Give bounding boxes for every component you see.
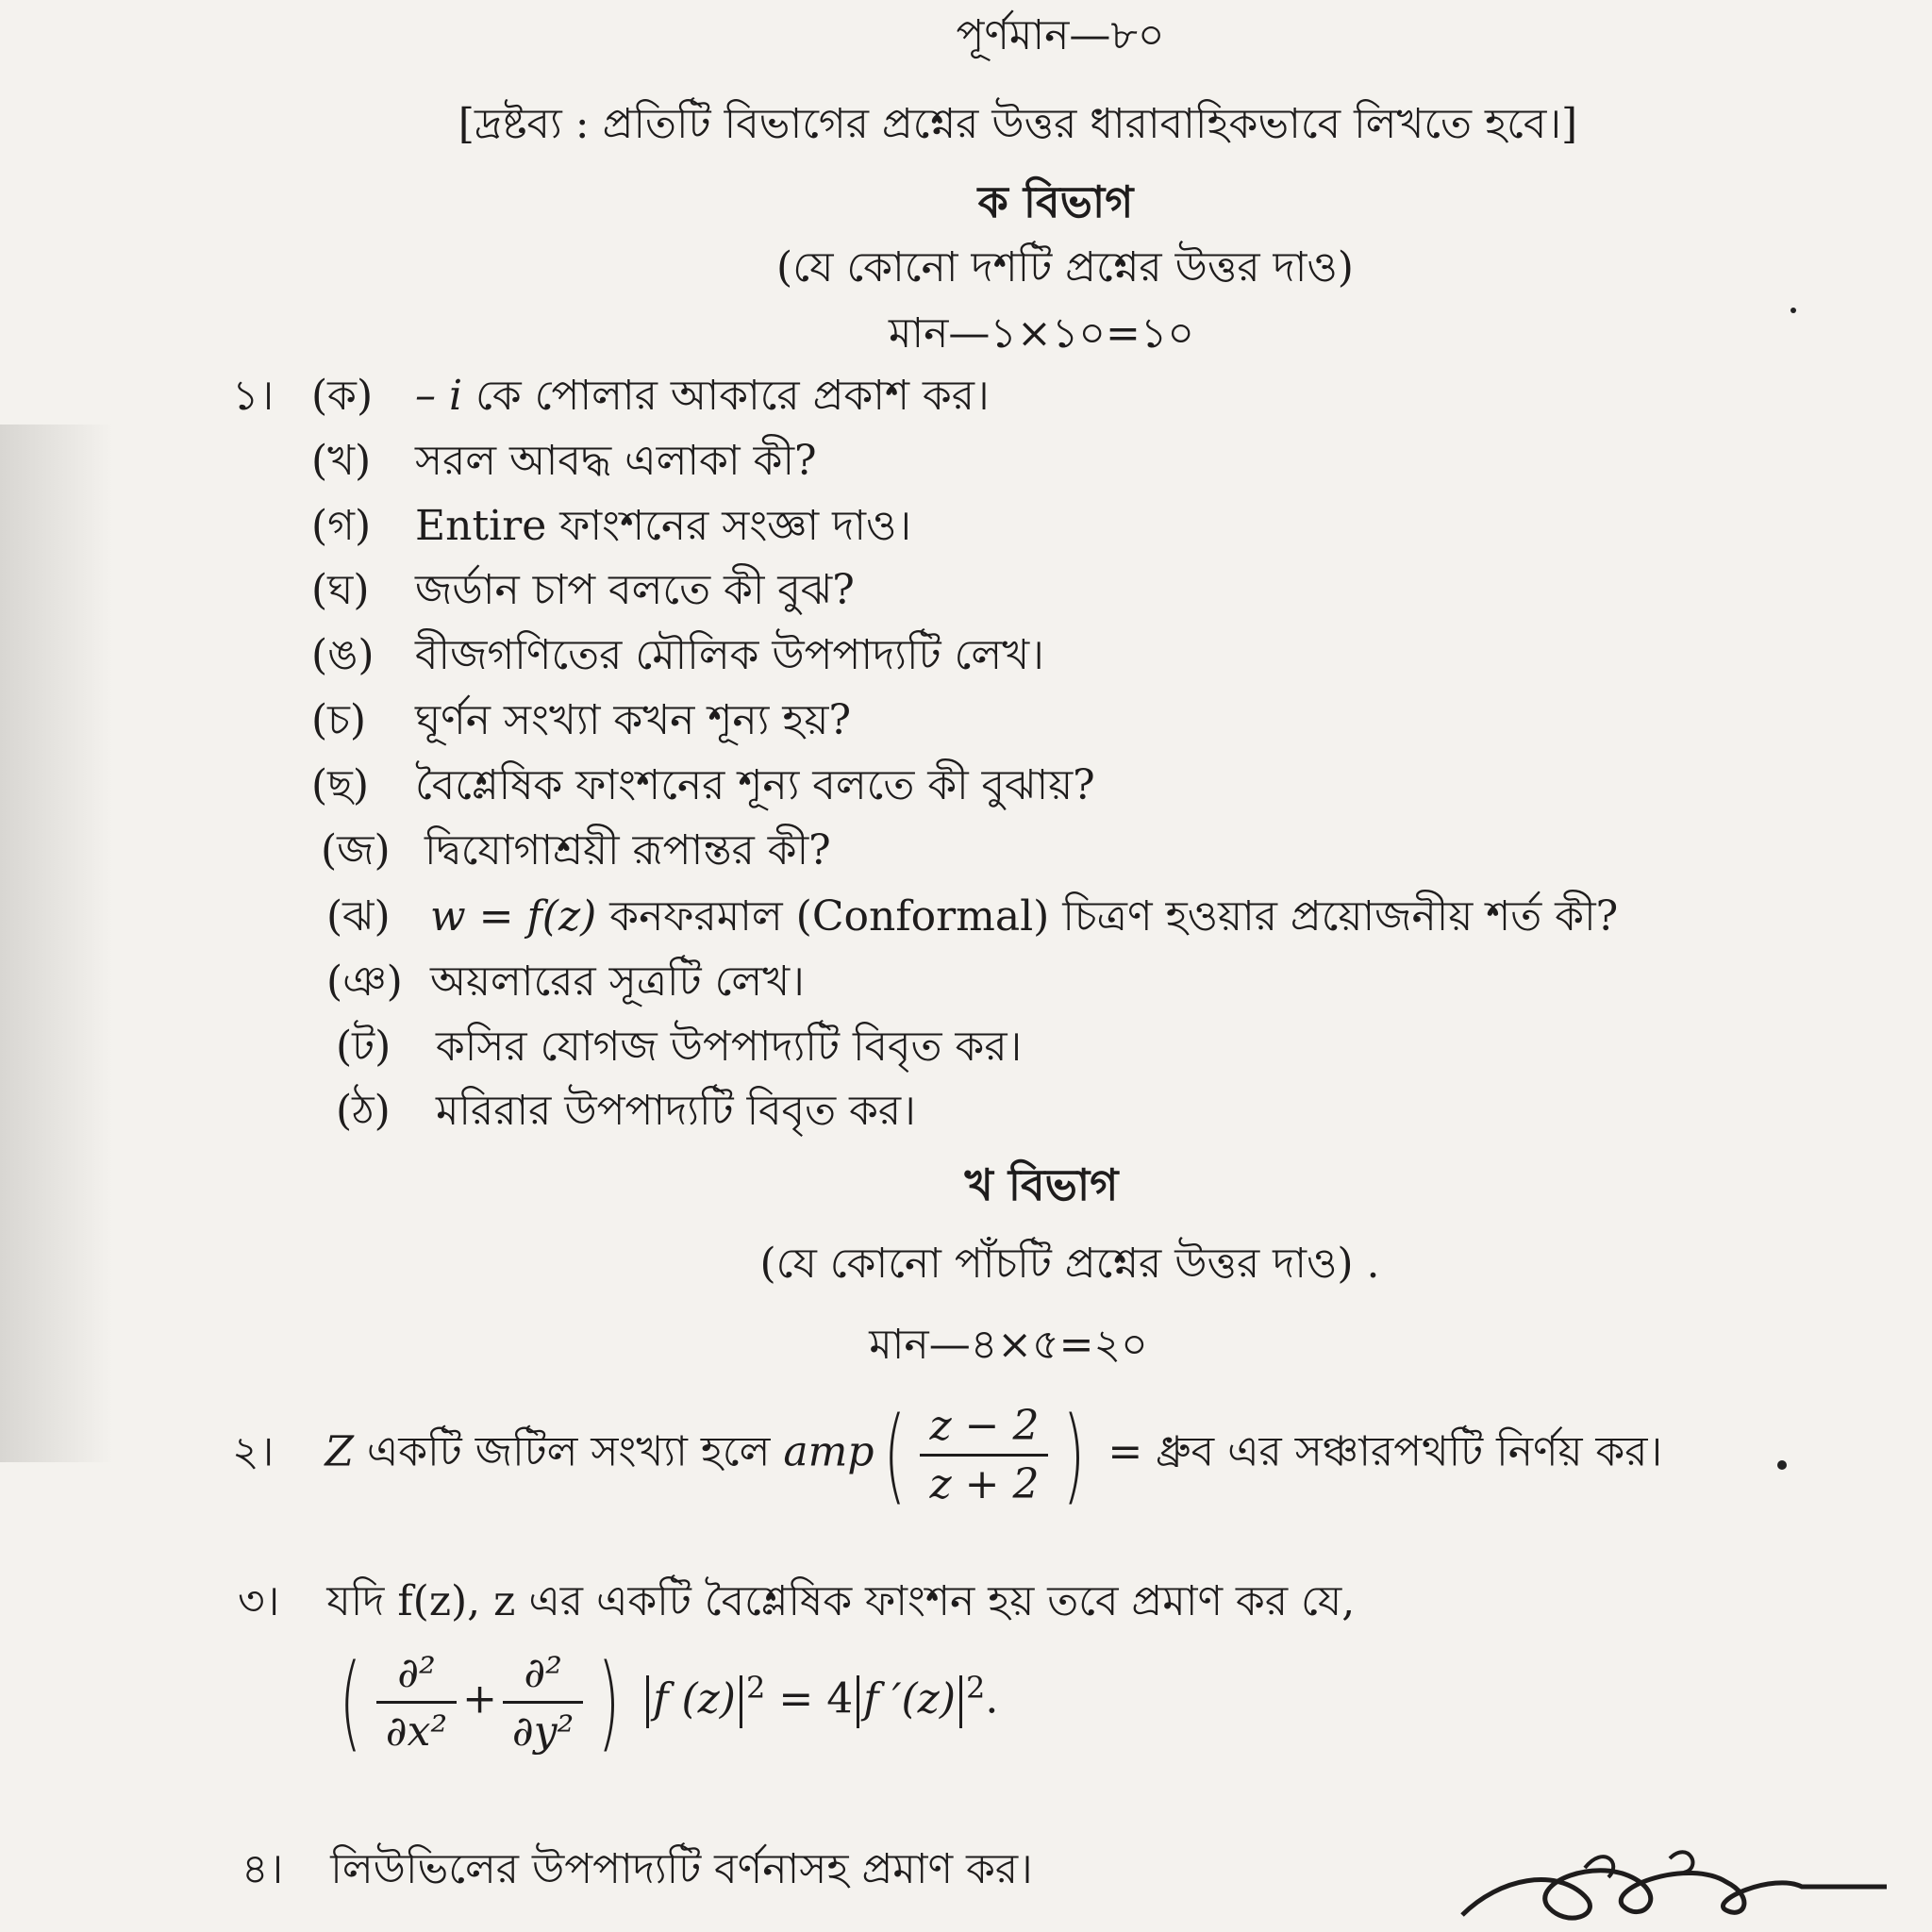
fraction-numerator: ∂²	[376, 1649, 457, 1704]
sub-question-label: (খ)	[311, 437, 372, 485]
sub-question-body: বৈশ্লেষিক ফাংশনের শূন্য বলতে কী বুঝায়?	[415, 761, 1095, 809]
sub-question-text	[415, 689, 851, 758]
question-1-number: ১।	[232, 372, 275, 420]
sub-question-body: জর্ডান চাপ বলতে কী বুঝ?	[415, 566, 855, 614]
sub-question-label: (ঘ)	[311, 566, 370, 614]
equals-four: = 4	[778, 1674, 854, 1724]
question-2-variable: Z	[325, 1427, 354, 1476]
fraction-denominator: ∂y²	[512, 1707, 575, 1756]
lhs-function: f (z)	[653, 1674, 736, 1724]
question-2-text-b: = ধ্রুব এর সঞ্চারপথটি নির্ণয় কর।	[1108, 1427, 1663, 1476]
paren-right: )	[1063, 1394, 1086, 1515]
sub-question-text	[415, 558, 855, 627]
question-4	[242, 1838, 1033, 1907]
rhs-function: f ′(z)	[863, 1674, 956, 1724]
exponent: 2	[965, 1669, 986, 1706]
paren-left: (	[883, 1394, 906, 1515]
exponent: 2	[745, 1669, 766, 1706]
section-b-instruction: (যে কোনো পাঁচটি প্রশ্নের উত্তর দাও) .	[759, 1240, 1380, 1288]
math-expression: – i	[415, 372, 463, 420]
fraction-numerator: ∂²	[503, 1649, 583, 1704]
paren-left: (	[339, 1641, 362, 1762]
question-4-number: ৪।	[242, 1845, 284, 1893]
question-3	[238, 1570, 1355, 1639]
instruction-note: [দ্রষ্টব্য : প্রতিটি বিভাগের প্রশ্নের উত্তর ধারাবাহিকভাবে লিখতে হবে।]	[458, 100, 1578, 148]
question-2-amp: amp	[783, 1427, 874, 1476]
handwritten-scribble	[1443, 1840, 1896, 1932]
question-3-equation	[330, 1641, 998, 1762]
sub-question-body: Entire ফাংশনের সংজ্ঞা দাও।	[415, 502, 912, 550]
fraction-numerator: z − 2	[920, 1402, 1048, 1457]
paren-right: )	[597, 1641, 621, 1762]
sub-question-body: অয়লারের সূত্রটি লেখ।	[430, 958, 805, 1006]
sub-question-body: বীজগণিতের মৌলিক উপপাদ্যটি লেখ।	[415, 631, 1044, 679]
sub-question-text	[430, 950, 805, 1019]
sub-question-label: (ক)	[311, 372, 374, 420]
sub-question-text	[415, 364, 990, 433]
sub-question-text	[430, 885, 1618, 954]
sub-question-body: কনফরমাল (Conformal) চিত্রণ হওয়ার প্রয়োজনীয় শর্ত কী?	[596, 892, 1619, 941]
question-2-number: ২।	[232, 1427, 275, 1476]
sub-question-label: (ঞ)	[326, 958, 403, 1006]
sub-question-text	[415, 624, 1044, 692]
section-b-marks: মান—৪×৫=২০	[869, 1321, 1148, 1369]
question-2	[232, 1394, 1662, 1515]
full-marks: পূর্ণমান—৮০	[956, 11, 1165, 59]
question-3-text: যদি f(z), z এর একটি বৈশ্লেষিক ফাংশন হয় তবে প্রমাণ কর যে,	[326, 1577, 1356, 1625]
question-4-text: লিউভিলের উপপাদ্যটি বর্ণনাসহ প্রমাণ কর।	[330, 1845, 1033, 1893]
sub-question-body: দ্বিযোগাশ্রয়ী রূপান্তর কী?	[425, 826, 831, 874]
partial-y-fraction	[503, 1649, 583, 1756]
abs-bar	[959, 1675, 962, 1728]
sub-question-body: মরিরার উপপাদ্যটি বিবৃত কর।	[436, 1087, 916, 1135]
sub-question-text	[415, 494, 911, 563]
period: .	[985, 1674, 999, 1724]
plus-sign: +	[462, 1674, 498, 1724]
abs-bar	[857, 1675, 859, 1728]
question-2-text-a: একটি জটিল সংখ্যা হলে	[353, 1427, 784, 1476]
math-expression: w = f(z)	[430, 892, 597, 941]
section-a-marks: মান—১×১০=১০	[888, 309, 1195, 358]
sub-question-label: (জ)	[321, 826, 391, 874]
sub-question-text	[436, 1015, 1022, 1084]
abs-bar	[740, 1675, 742, 1728]
sub-question-body: সরল আবদ্ধ এলাকা কী?	[415, 437, 817, 485]
sub-question-label: (ঙ)	[311, 631, 375, 679]
section-a-title: ক বিভাগ	[977, 176, 1134, 227]
sub-question-label: (ঝ)	[326, 892, 391, 941]
speck	[1777, 1460, 1787, 1470]
sub-question-label: (গ)	[311, 502, 372, 550]
scan-shadow-left	[0, 425, 113, 1462]
sub-question-text	[425, 819, 831, 888]
section-a-instruction: (যে কোনো দশটি প্রশ্নের উত্তর দাও)	[776, 243, 1354, 291]
sub-question-label: (ঠ)	[336, 1087, 391, 1135]
sub-question-label: (চ)	[311, 696, 367, 744]
question-2-fraction	[920, 1402, 1048, 1508]
sub-question-label: (ট)	[336, 1023, 391, 1071]
partial-x-fraction	[376, 1649, 457, 1756]
sub-question-text	[436, 1079, 916, 1148]
sub-question-body: কে পোলার আকারে প্রকাশ কর।	[462, 372, 990, 420]
sub-question-text	[415, 754, 1095, 823]
sub-question-body: ঘূর্ণন সংখ্যা কখন শূন্য হয়?	[415, 696, 852, 744]
abs-bar	[646, 1675, 649, 1728]
sub-question-label: (ছ)	[311, 761, 369, 809]
fraction-denominator: ∂x²	[385, 1707, 448, 1756]
section-b-title: খ বিভাগ	[964, 1159, 1119, 1210]
sub-question-text	[415, 429, 817, 498]
sub-question-body: কসির যোগজ উপপাদ্যটি বিবৃত কর।	[436, 1023, 1023, 1071]
question-3-number: ৩।	[238, 1577, 280, 1625]
fraction-denominator: z + 2	[929, 1459, 1040, 1508]
